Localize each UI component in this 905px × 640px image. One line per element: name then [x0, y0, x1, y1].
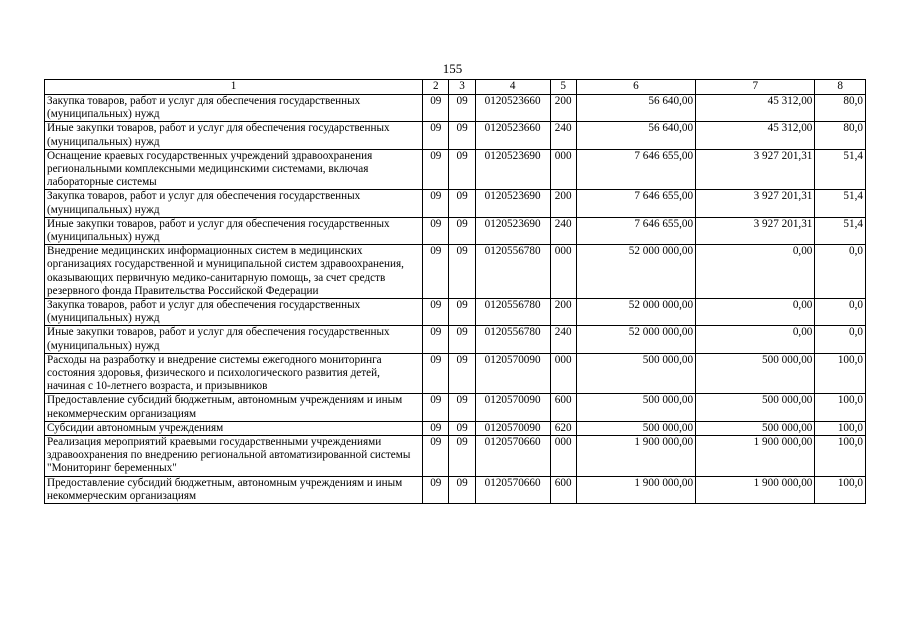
row-plan-amount-cell: 7 646 655,00 — [576, 149, 695, 190]
row-subsection-cell: 09 — [449, 394, 475, 421]
row-name-cell: Закупка товаров, работ и услуг для обеспечения государственных (муниципальных) нужд — [45, 190, 423, 217]
budget-table — [44, 79, 866, 504]
row-target-article-cell: 0120556780 — [475, 245, 550, 299]
row-subsection-cell: 09 — [449, 190, 475, 217]
row-section-cell: 09 — [423, 149, 449, 190]
row-expense-type-cell: 000 — [550, 245, 576, 299]
row-name-cell: Субсидии автономным учреждениям — [45, 421, 423, 435]
row-target-article-cell: 0120570660 — [475, 476, 550, 503]
row-actual-amount-cell: 45 312,00 — [696, 122, 815, 149]
row-section-cell: 09 — [423, 299, 449, 326]
row-section-cell: 09 — [423, 95, 449, 122]
row-expense-type-cell: 240 — [550, 217, 576, 244]
row-target-article-cell: 0120570090 — [475, 353, 550, 394]
table-row — [45, 95, 866, 122]
column-header: 2 — [423, 80, 449, 95]
row-section-cell: 09 — [423, 476, 449, 503]
row-percent-cell: 0,0 — [815, 326, 866, 353]
row-section-cell: 09 — [423, 394, 449, 421]
row-expense-type-cell: 600 — [550, 394, 576, 421]
row-expense-type-cell: 000 — [550, 149, 576, 190]
row-percent-cell: 0,0 — [815, 245, 866, 299]
row-target-article-cell: 0120556780 — [475, 326, 550, 353]
row-name-cell: Иные закупки товаров, работ и услуг для обеспечения государственных (муниципальных) нужд — [45, 326, 423, 353]
row-plan-amount-cell: 500 000,00 — [576, 394, 695, 421]
column-header: 3 — [449, 80, 475, 95]
row-plan-amount-cell: 7 646 655,00 — [576, 190, 695, 217]
row-plan-amount-cell: 1 900 000,00 — [576, 476, 695, 503]
row-subsection-cell: 09 — [449, 122, 475, 149]
row-subsection-cell: 09 — [449, 436, 475, 477]
row-expense-type-cell: 200 — [550, 299, 576, 326]
row-name-cell: Внедрение медицинских информационных систем в медицинских организациях государственной и муниципальной систем здравоохранения, оказывающих первичную медико-санитарную помощь, за счет средств резервного фонда Правительства Российской Федерации — [45, 245, 423, 299]
row-actual-amount-cell: 0,00 — [696, 245, 815, 299]
row-section-cell: 09 — [423, 421, 449, 435]
row-percent-cell: 100,0 — [815, 394, 866, 421]
row-percent-cell: 0,0 — [815, 299, 866, 326]
row-section-cell: 09 — [423, 190, 449, 217]
table-row — [45, 190, 866, 217]
row-subsection-cell: 09 — [449, 299, 475, 326]
row-actual-amount-cell: 3 927 201,31 — [696, 149, 815, 190]
row-percent-cell: 51,4 — [815, 190, 866, 217]
row-percent-cell: 80,0 — [815, 122, 866, 149]
row-expense-type-cell: 200 — [550, 95, 576, 122]
row-subsection-cell: 09 — [449, 353, 475, 394]
row-target-article-cell: 0120570660 — [475, 436, 550, 477]
row-actual-amount-cell: 0,00 — [696, 299, 815, 326]
row-section-cell: 09 — [423, 436, 449, 477]
row-subsection-cell: 09 — [449, 476, 475, 503]
row-actual-amount-cell: 500 000,00 — [696, 353, 815, 394]
row-target-article-cell: 0120570090 — [475, 394, 550, 421]
page-number: 155 — [442, 61, 463, 76]
row-percent-cell: 100,0 — [815, 421, 866, 435]
row-expense-type-cell: 200 — [550, 190, 576, 217]
row-plan-amount-cell: 56 640,00 — [576, 95, 695, 122]
table-row — [45, 326, 866, 353]
row-target-article-cell: 0120523660 — [475, 95, 550, 122]
row-actual-amount-cell: 1 900 000,00 — [696, 436, 815, 477]
row-target-article-cell: 0120523690 — [475, 217, 550, 244]
row-plan-amount-cell: 52 000 000,00 — [576, 245, 695, 299]
row-expense-type-cell: 620 — [550, 421, 576, 435]
row-actual-amount-cell: 1 900 000,00 — [696, 476, 815, 503]
row-subsection-cell: 09 — [449, 245, 475, 299]
row-actual-amount-cell: 500 000,00 — [696, 421, 815, 435]
row-section-cell: 09 — [423, 122, 449, 149]
row-plan-amount-cell: 7 646 655,00 — [576, 217, 695, 244]
table-body — [45, 95, 866, 504]
row-name-cell: Расходы на разработку и внедрение системы ежегодного мониторинга состояния здоровья, физического и психологического развития детей, начиная с 10-летнего возраста, и призывников — [45, 353, 423, 394]
row-percent-cell: 100,0 — [815, 353, 866, 394]
row-section-cell: 09 — [423, 217, 449, 244]
row-subsection-cell: 09 — [449, 421, 475, 435]
table-row — [45, 476, 866, 503]
row-target-article-cell: 0120556780 — [475, 299, 550, 326]
row-name-cell: Закупка товаров, работ и услуг для обеспечения государственных (муниципальных) нужд — [45, 95, 423, 122]
row-expense-type-cell: 240 — [550, 326, 576, 353]
row-section-cell: 09 — [423, 326, 449, 353]
row-expense-type-cell: 000 — [550, 436, 576, 477]
row-plan-amount-cell: 52 000 000,00 — [576, 299, 695, 326]
table-row — [45, 421, 866, 435]
row-percent-cell: 51,4 — [815, 149, 866, 190]
row-percent-cell: 51,4 — [815, 217, 866, 244]
row-plan-amount-cell: 1 900 000,00 — [576, 436, 695, 477]
row-actual-amount-cell: 3 927 201,31 — [696, 217, 815, 244]
row-plan-amount-cell: 500 000,00 — [576, 353, 695, 394]
row-actual-amount-cell: 0,00 — [696, 326, 815, 353]
column-header: 4 — [475, 80, 550, 95]
row-expense-type-cell: 000 — [550, 353, 576, 394]
row-name-cell: Иные закупки товаров, работ и услуг для обеспечения государственных (муниципальных) нужд — [45, 122, 423, 149]
column-header: 6 — [576, 80, 695, 95]
column-header: 5 — [550, 80, 576, 95]
table-row — [45, 353, 866, 394]
row-name-cell: Предоставление субсидий бюджетным, автономным учреждениям и иным некоммерческим организациям — [45, 394, 423, 421]
row-name-cell: Оснащение краевых государственных учреждений здравоохранения региональными комплексными медицинскими системами, включая лабораторные системы — [45, 149, 423, 190]
table-row — [45, 245, 866, 299]
table-row — [45, 122, 866, 149]
row-percent-cell: 80,0 — [815, 95, 866, 122]
row-plan-amount-cell: 52 000 000,00 — [576, 326, 695, 353]
row-subsection-cell: 09 — [449, 95, 475, 122]
row-plan-amount-cell: 56 640,00 — [576, 122, 695, 149]
table-row — [45, 394, 866, 421]
table-row — [45, 149, 866, 190]
row-plan-amount-cell: 500 000,00 — [576, 421, 695, 435]
column-header: 8 — [815, 80, 866, 95]
row-target-article-cell: 0120523690 — [475, 190, 550, 217]
row-expense-type-cell: 600 — [550, 476, 576, 503]
row-actual-amount-cell: 45 312,00 — [696, 95, 815, 122]
table-header-row — [45, 80, 866, 95]
row-name-cell: Предоставление субсидий бюджетным, автономным учреждениям и иным некоммерческим организациям — [45, 476, 423, 503]
row-target-article-cell: 0120523690 — [475, 149, 550, 190]
row-expense-type-cell: 240 — [550, 122, 576, 149]
row-actual-amount-cell: 500 000,00 — [696, 394, 815, 421]
row-target-article-cell: 0120570090 — [475, 421, 550, 435]
table-row — [45, 436, 866, 477]
row-name-cell: Закупка товаров, работ и услуг для обеспечения государственных (муниципальных) нужд — [45, 299, 423, 326]
row-name-cell: Реализация мероприятий краевыми государственными учреждениями здравоохранения по внедрению региональной автоматизированной системы "Мониторинг беременных" — [45, 436, 423, 477]
row-percent-cell: 100,0 — [815, 476, 866, 503]
row-percent-cell: 100,0 — [815, 436, 866, 477]
row-subsection-cell: 09 — [449, 217, 475, 244]
row-subsection-cell: 09 — [449, 326, 475, 353]
table-row — [45, 217, 866, 244]
row-actual-amount-cell: 3 927 201,31 — [696, 190, 815, 217]
row-subsection-cell: 09 — [449, 149, 475, 190]
column-header: 7 — [696, 80, 815, 95]
row-name-cell: Иные закупки товаров, работ и услуг для обеспечения государственных (муниципальных) нужд — [45, 217, 423, 244]
row-section-cell: 09 — [423, 353, 449, 394]
column-header: 1 — [45, 80, 423, 95]
table-row — [45, 299, 866, 326]
row-target-article-cell: 0120523660 — [475, 122, 550, 149]
row-section-cell: 09 — [423, 245, 449, 299]
